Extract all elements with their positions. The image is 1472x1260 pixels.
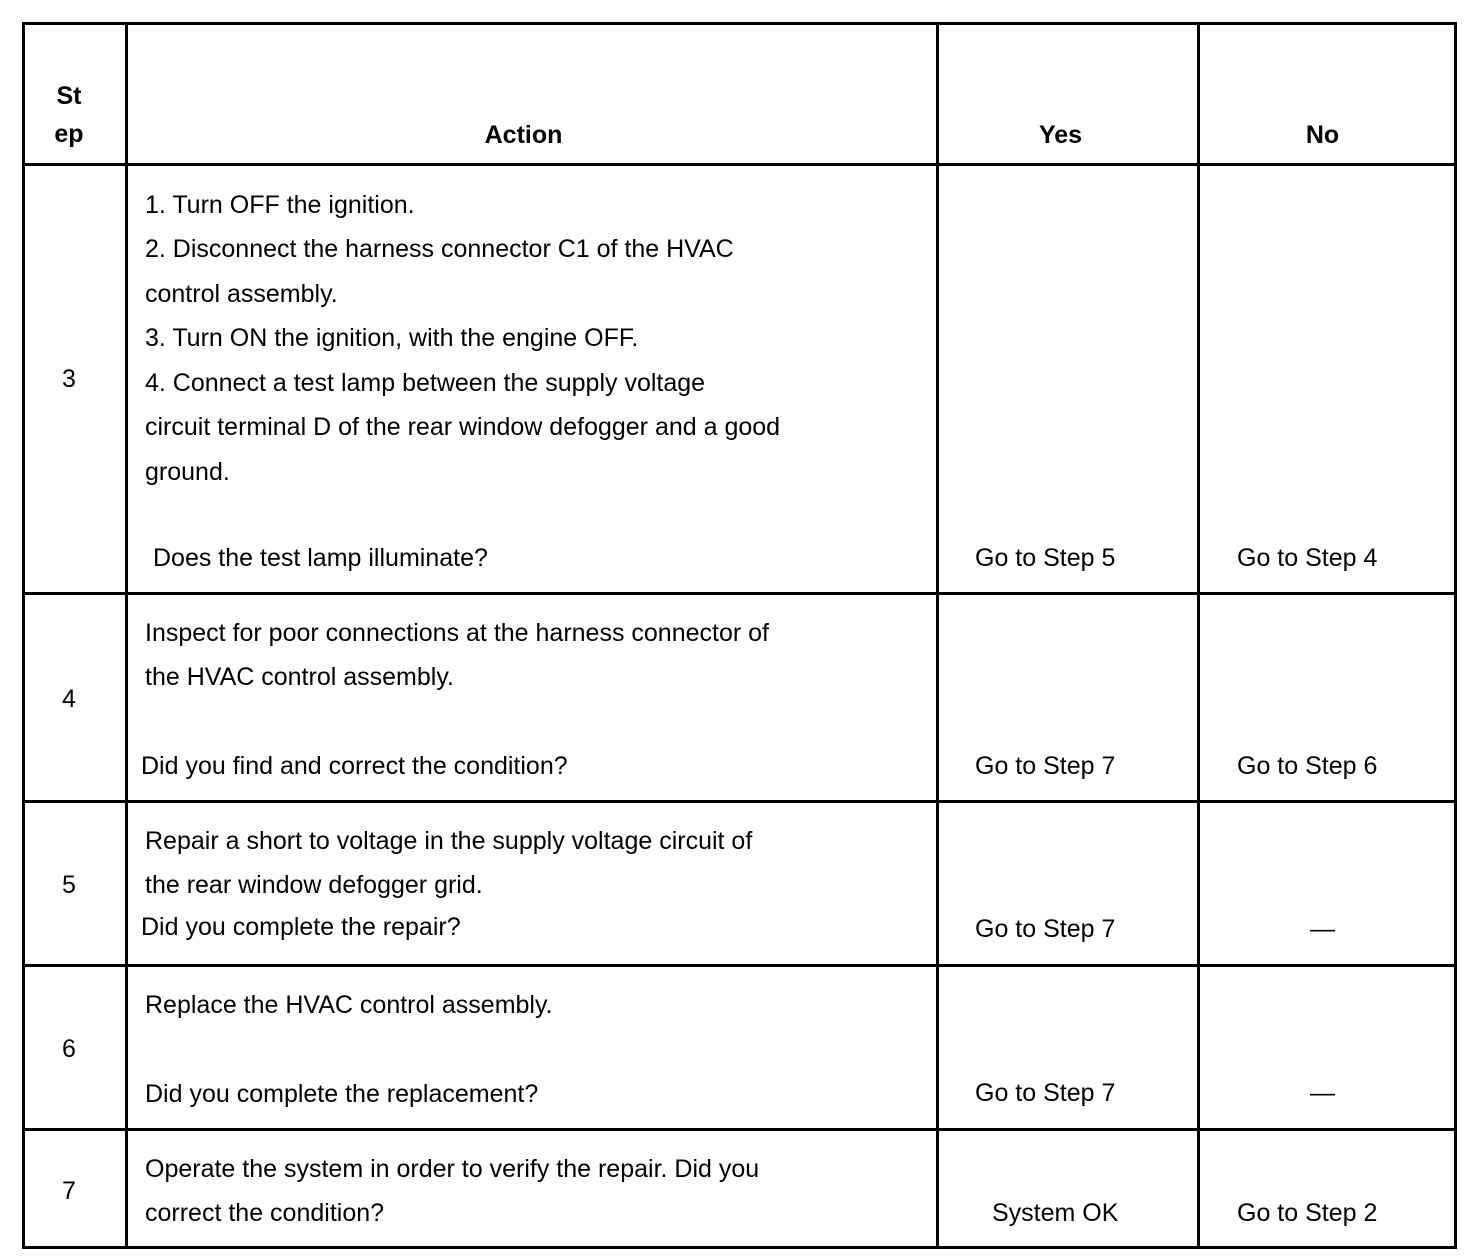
yes-result: System OK [992,1199,1119,1227]
header-step [28,77,110,153]
step-number: 6 [62,1035,76,1063]
header-step-line2: ep [54,120,84,148]
row-divider-3 [25,592,1454,595]
yes-result: Go to Step 7 [975,1079,1116,1107]
action-line: Operate the system in order to verify the repair. Did you [145,1155,760,1183]
action-line: correct the condition? [145,1199,385,1227]
row-divider-5 [25,964,1454,967]
header-yes: Yes [1038,121,1083,149]
no-result: Go to Step 4 [1237,544,1378,572]
column-divider-action [936,25,939,1246]
action-line: the HVAC control assembly. [145,663,454,691]
action-line: 2. Disconnect the harness connector C1 of the HVAC [145,235,734,263]
action-line: the rear window defogger grid. [145,871,483,899]
step-number: 3 [62,365,76,393]
yes-result: Go to Step 7 [975,752,1116,780]
action-line: Inspect for poor connections at the harness connector of [145,619,769,647]
action-line: Replace the HVAC control assembly. [145,991,553,1019]
no-result: Go to Step 6 [1237,752,1378,780]
step-number: 7 [62,1177,76,1205]
action-line: 1. Turn OFF the ignition. [145,191,415,219]
action-line: control assembly. [145,280,338,308]
row-divider-4 [25,800,1454,803]
no-result: — [1310,915,1335,943]
action-line: ground. [145,458,230,486]
action-question: Did you find and correct the condition? [141,752,568,780]
action-line: 4. Connect a test lamp between the supply voltage [145,369,706,397]
row-divider-header [25,163,1454,166]
yes-result: Go to Step 5 [975,544,1116,572]
header-action: Action [484,121,563,149]
header-step-line1: St [56,82,82,110]
diagnostic-table [22,22,1457,1249]
header-no: No [1305,121,1340,149]
yes-result: Go to Step 7 [975,915,1116,943]
action-line: circuit terminal D of the rear window defogger and a good [145,413,781,441]
action-question: Does the test lamp illuminate? [153,544,488,572]
column-divider-step [125,25,128,1246]
column-divider-yes [1197,25,1200,1246]
row-divider-6 [25,1128,1454,1131]
no-result: Go to Step 2 [1237,1199,1378,1227]
action-line: Repair a short to voltage in the supply voltage circuit of [145,827,753,855]
step-number: 5 [62,871,76,899]
action-question: Did you complete the replacement? [145,1080,539,1108]
step-number: 4 [62,685,76,713]
action-line: 3. Turn ON the ignition, with the engine OFF. [145,324,639,352]
action-question: Did you complete the repair? [141,913,461,941]
no-result: — [1310,1079,1335,1107]
